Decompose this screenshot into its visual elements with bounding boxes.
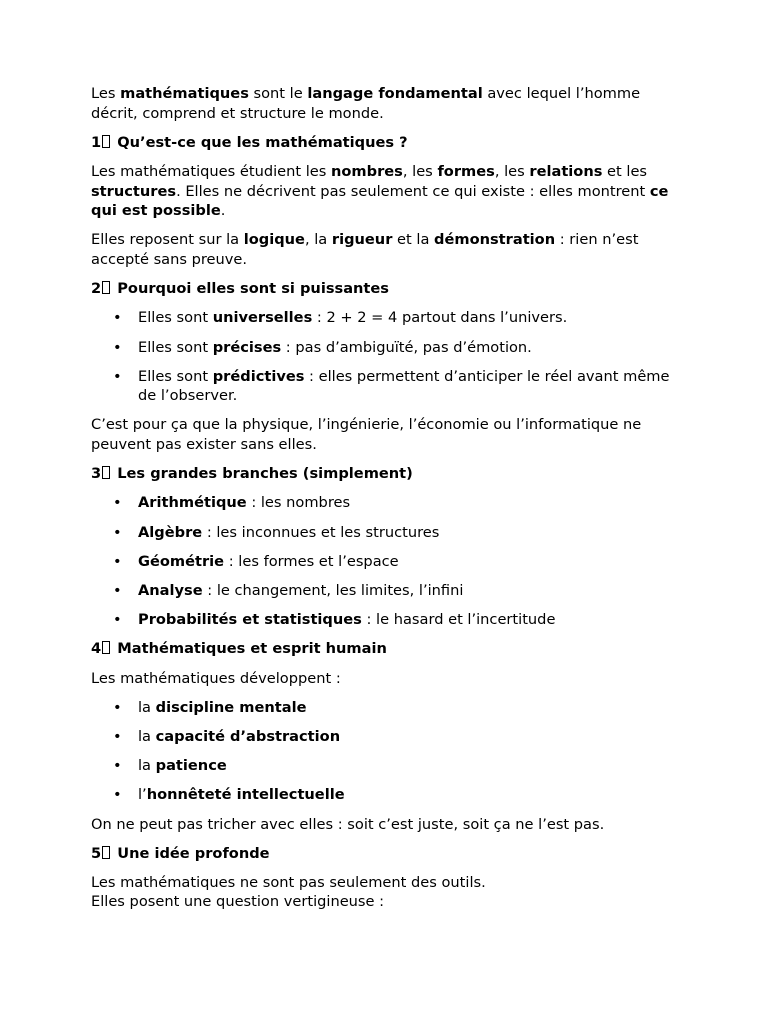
section-2-list	[91, 308, 691, 406]
bold-text: Probabilités et statistiques	[138, 611, 362, 629]
text: Elles reposent sur la	[91, 231, 244, 249]
text: : le hasard et l’incertitude	[361, 611, 556, 629]
text: sont le	[248, 85, 308, 102]
bold-text: prédictives	[212, 367, 305, 385]
list-item	[91, 308, 691, 328]
text: .	[220, 202, 226, 220]
text: , la	[304, 231, 332, 249]
text: et les	[602, 162, 648, 180]
section-2-after-paragraph: C’est pour ça que la physique, l’ingénierie, l’économie ou l’informatique ne peuvent pas exister sans elles.	[91, 416, 642, 454]
list-item	[91, 523, 691, 543]
section-4-lead: Les mathématiques développent :	[91, 669, 341, 687]
list-item	[91, 785, 691, 805]
list-item	[91, 367, 691, 406]
text: : 2 + 2 = 4 partout dans l’univers.	[312, 309, 568, 327]
list-item	[91, 552, 691, 572]
text: : les nombres	[246, 494, 351, 512]
text: : le changement, les limites, l’infini	[202, 582, 464, 599]
bold-text: structures	[91, 182, 177, 200]
bold-text: rigueur	[331, 231, 393, 249]
bold-text: formes	[437, 162, 495, 180]
list-item	[91, 581, 691, 601]
missing-glyph-icon	[102, 466, 110, 479]
section-2-heading	[91, 279, 691, 299]
section-number: 1	[91, 133, 102, 151]
list-item	[91, 756, 691, 776]
text: la	[138, 727, 156, 745]
section-number: 3	[91, 465, 102, 483]
text: et la	[392, 231, 435, 249]
section-1-paragraph-1	[91, 162, 691, 221]
text: . Elles ne décrivent pas seulement ce qui existe : elles montrent	[176, 182, 650, 200]
bold-text: capacité d’abstraction	[155, 727, 341, 745]
section-1-heading	[91, 133, 691, 153]
list-item	[91, 610, 691, 630]
bold-text: honnêteté intellectuelle	[146, 786, 345, 804]
list-item	[91, 698, 691, 718]
section-4-heading	[91, 639, 691, 659]
bold-text: précises	[212, 338, 282, 356]
bold-text: Analyse	[138, 582, 203, 599]
text: Elles sont	[138, 309, 213, 327]
text: Elles sont	[138, 338, 213, 356]
bold-text: mathématiques	[120, 85, 249, 102]
text-line: Les mathématiques ne sont pas seulement des outils.	[91, 873, 486, 891]
missing-glyph-icon	[102, 281, 110, 294]
text: avec lequel l’homme décrit, comprend et structure le monde.	[91, 85, 641, 122]
section-4-list	[91, 698, 691, 805]
missing-glyph-icon	[102, 135, 110, 148]
section-title: Les grandes branches (simplement)	[112, 465, 413, 483]
missing-glyph-icon	[102, 846, 110, 859]
text: la	[138, 698, 156, 716]
bold-text: Arithmétique	[138, 494, 247, 512]
document-page	[91, 84, 691, 922]
bold-text: relations	[529, 162, 603, 180]
section-3-heading	[91, 464, 691, 484]
list-item	[91, 338, 691, 358]
text: : les formes et l’espace	[224, 552, 399, 570]
bold-text: langage fondamental	[307, 85, 483, 102]
text: Les mathématiques étudient les	[91, 162, 332, 180]
bold-text: patience	[155, 757, 227, 775]
bold-text: discipline mentale	[155, 698, 307, 716]
text: l’	[138, 786, 147, 804]
bold-text: universelles	[212, 309, 313, 327]
missing-glyph-icon	[102, 641, 110, 654]
list-item	[91, 727, 691, 747]
list-item	[91, 493, 691, 513]
bold-text: Algèbre	[138, 523, 203, 541]
section-number: 5	[91, 844, 102, 862]
text: : rien n’est accepté sans preuve.	[91, 231, 639, 268]
section-title: Pourquoi elles sont si puissantes	[112, 280, 389, 298]
text: la	[138, 757, 156, 775]
section-5-paragraph	[91, 873, 691, 912]
section-3-list	[91, 493, 691, 629]
text-line: Elles posent une question vertigineuse :	[91, 893, 385, 911]
bold-text: ce qui est possible	[91, 182, 669, 220]
section-1-paragraph-2	[91, 230, 691, 269]
bold-text: nombres	[331, 162, 403, 180]
text: : les inconnues et les structures	[202, 523, 440, 541]
intro-paragraph	[91, 84, 691, 123]
section-number: 4	[91, 640, 102, 658]
section-title: Qu’est-ce que les mathématiques ?	[112, 133, 408, 151]
section-number: 2	[91, 280, 102, 298]
text: Les	[91, 85, 121, 102]
section-title: Une idée profonde	[112, 844, 270, 862]
bold-text: logique	[243, 231, 305, 249]
section-5-heading	[91, 844, 691, 864]
bold-text: démonstration	[434, 231, 556, 249]
text: Elles sont	[138, 367, 213, 385]
section-title: Mathématiques et esprit humain	[112, 640, 387, 658]
text: , les	[494, 162, 530, 180]
text: : elles permettent d’anticiper le réel avant même de l’observer.	[138, 367, 670, 405]
section-4-after-paragraph: On ne peut pas tricher avec elles : soit c’est juste, soit ça ne l’est pas.	[91, 815, 605, 833]
bold-text: Géométrie	[138, 552, 225, 570]
text: , les	[402, 162, 438, 180]
text: : pas d’ambiguïté, pas d’émotion.	[281, 338, 532, 356]
